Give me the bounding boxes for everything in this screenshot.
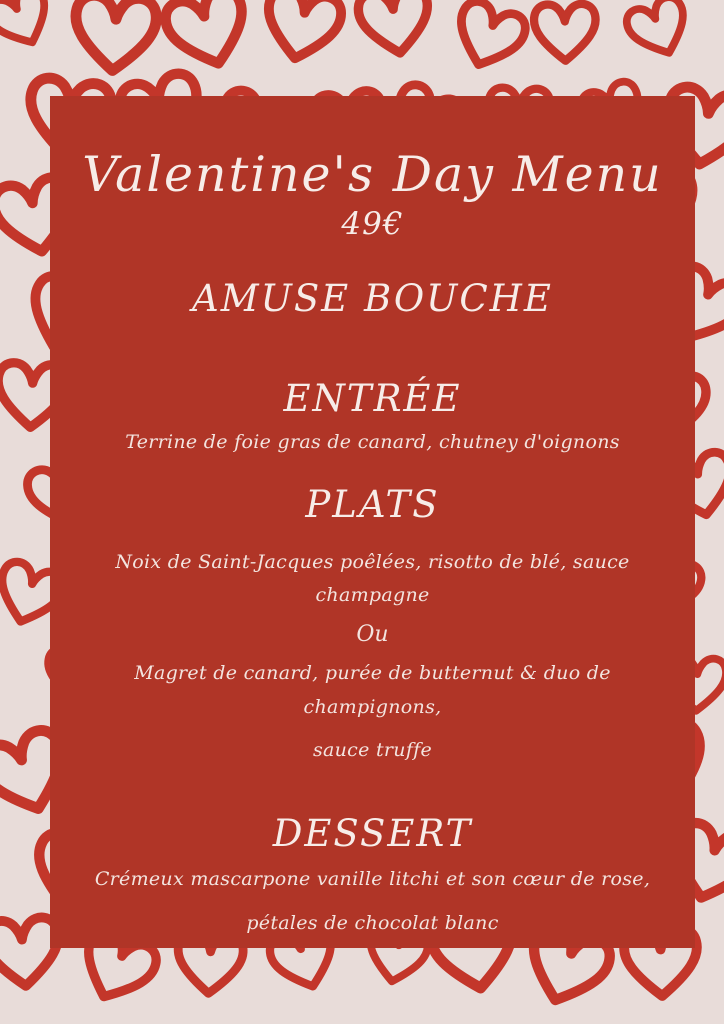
menu-price: 49€	[341, 205, 404, 242]
heart-icon	[437, 0, 540, 87]
heart-icon	[527, 0, 604, 70]
dish-item: pétales de chocolat blanc	[246, 911, 499, 934]
section-heading-plats: PLATS	[305, 482, 440, 526]
section-heading-amuse-bouche: AMUSE BOUCHE	[192, 276, 553, 320]
page-title: Valentine's Day Menu	[82, 146, 663, 203]
section-heading-entree: ENTRÉE	[283, 377, 462, 421]
heart-icon	[613, 0, 705, 74]
dish-item: Magret de canard, purée de butternut & duo de champignons,	[134, 662, 611, 718]
dish-item: Terrine de foie gras de canard, chutney d'oignons	[125, 431, 620, 454]
dish-separator-or: Ou	[356, 622, 389, 648]
dish-item: Crémeux mascarpone vanille litchi et son cœur de rose,	[94, 868, 651, 891]
dish-item: Noix de Saint-Jacques poêlées, risotto de blé, sauce champagne	[115, 550, 630, 607]
heart-icon	[248, 0, 354, 78]
menu-card	[50, 96, 695, 948]
dish-item: sauce truffe	[312, 738, 433, 761]
heart-icon	[0, 0, 68, 65]
section-heading-dessert: DESSERT	[272, 812, 473, 856]
heart-icon	[346, 0, 443, 70]
